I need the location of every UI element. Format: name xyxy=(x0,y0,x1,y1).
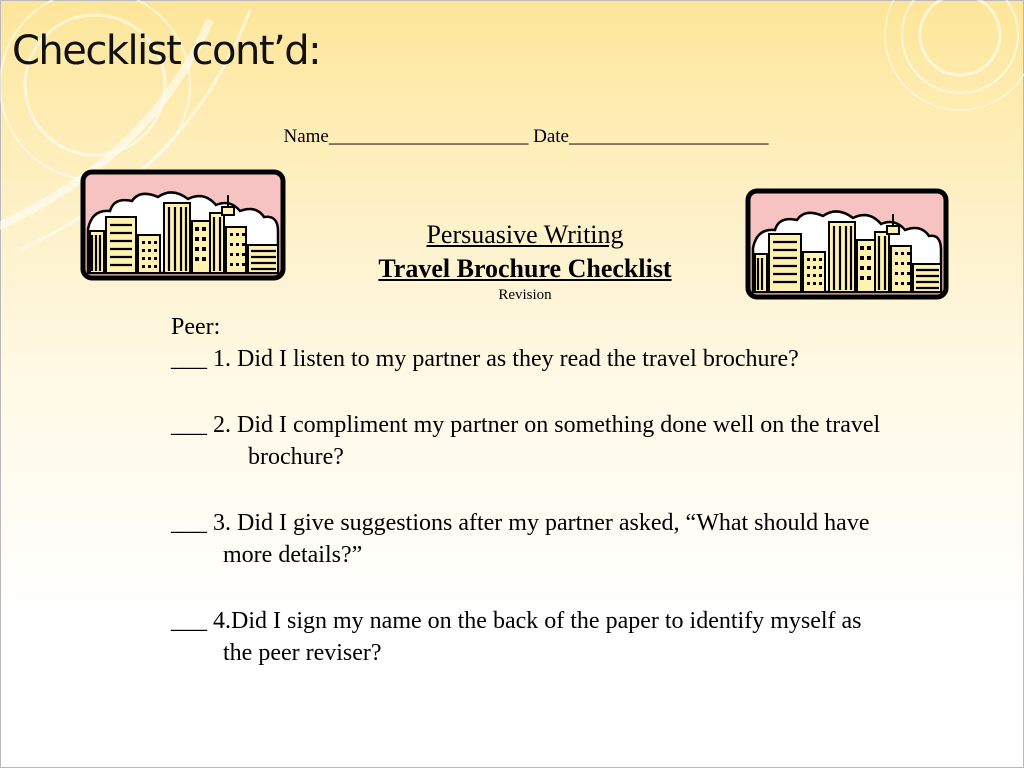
worksheet-subtitle: Persuasive Writing xyxy=(426,220,624,249)
check-blank: ___ xyxy=(171,346,207,372)
checklist-item xyxy=(171,343,891,375)
peer-label: Peer: xyxy=(171,314,221,340)
checklist-item xyxy=(171,605,891,669)
checklist-item-text: 3. Did I give suggestions after my partner asked, “What should have more details?” xyxy=(213,510,870,568)
city-skyline-image-right xyxy=(745,188,949,300)
worksheet-title: Travel Brochure Checklist xyxy=(378,254,672,283)
checklist-item xyxy=(171,507,891,571)
checklist-item-text: 1. Did I listen to my partner as they read the travel brochure? xyxy=(213,346,799,372)
checklist-item-text: 4.Did I sign my name on the back of the paper to identify myself as the peer reviser? xyxy=(213,608,862,666)
checklist-item-text: 2. Did I compliment my partner on something done well on the travel brochure? xyxy=(213,412,881,470)
checklist-item xyxy=(171,409,891,473)
check-blank: ___ xyxy=(171,510,207,536)
check-blank: ___ xyxy=(171,412,207,438)
name-date-line: Name_____________________ Date_____________________ xyxy=(283,126,769,147)
city-skyline-image-left xyxy=(80,169,286,281)
peer-checklist xyxy=(171,311,891,703)
section-note: Revision xyxy=(498,287,552,303)
check-blank: ___ xyxy=(171,608,207,634)
slide-title: Checklist cont’d: xyxy=(12,28,321,74)
